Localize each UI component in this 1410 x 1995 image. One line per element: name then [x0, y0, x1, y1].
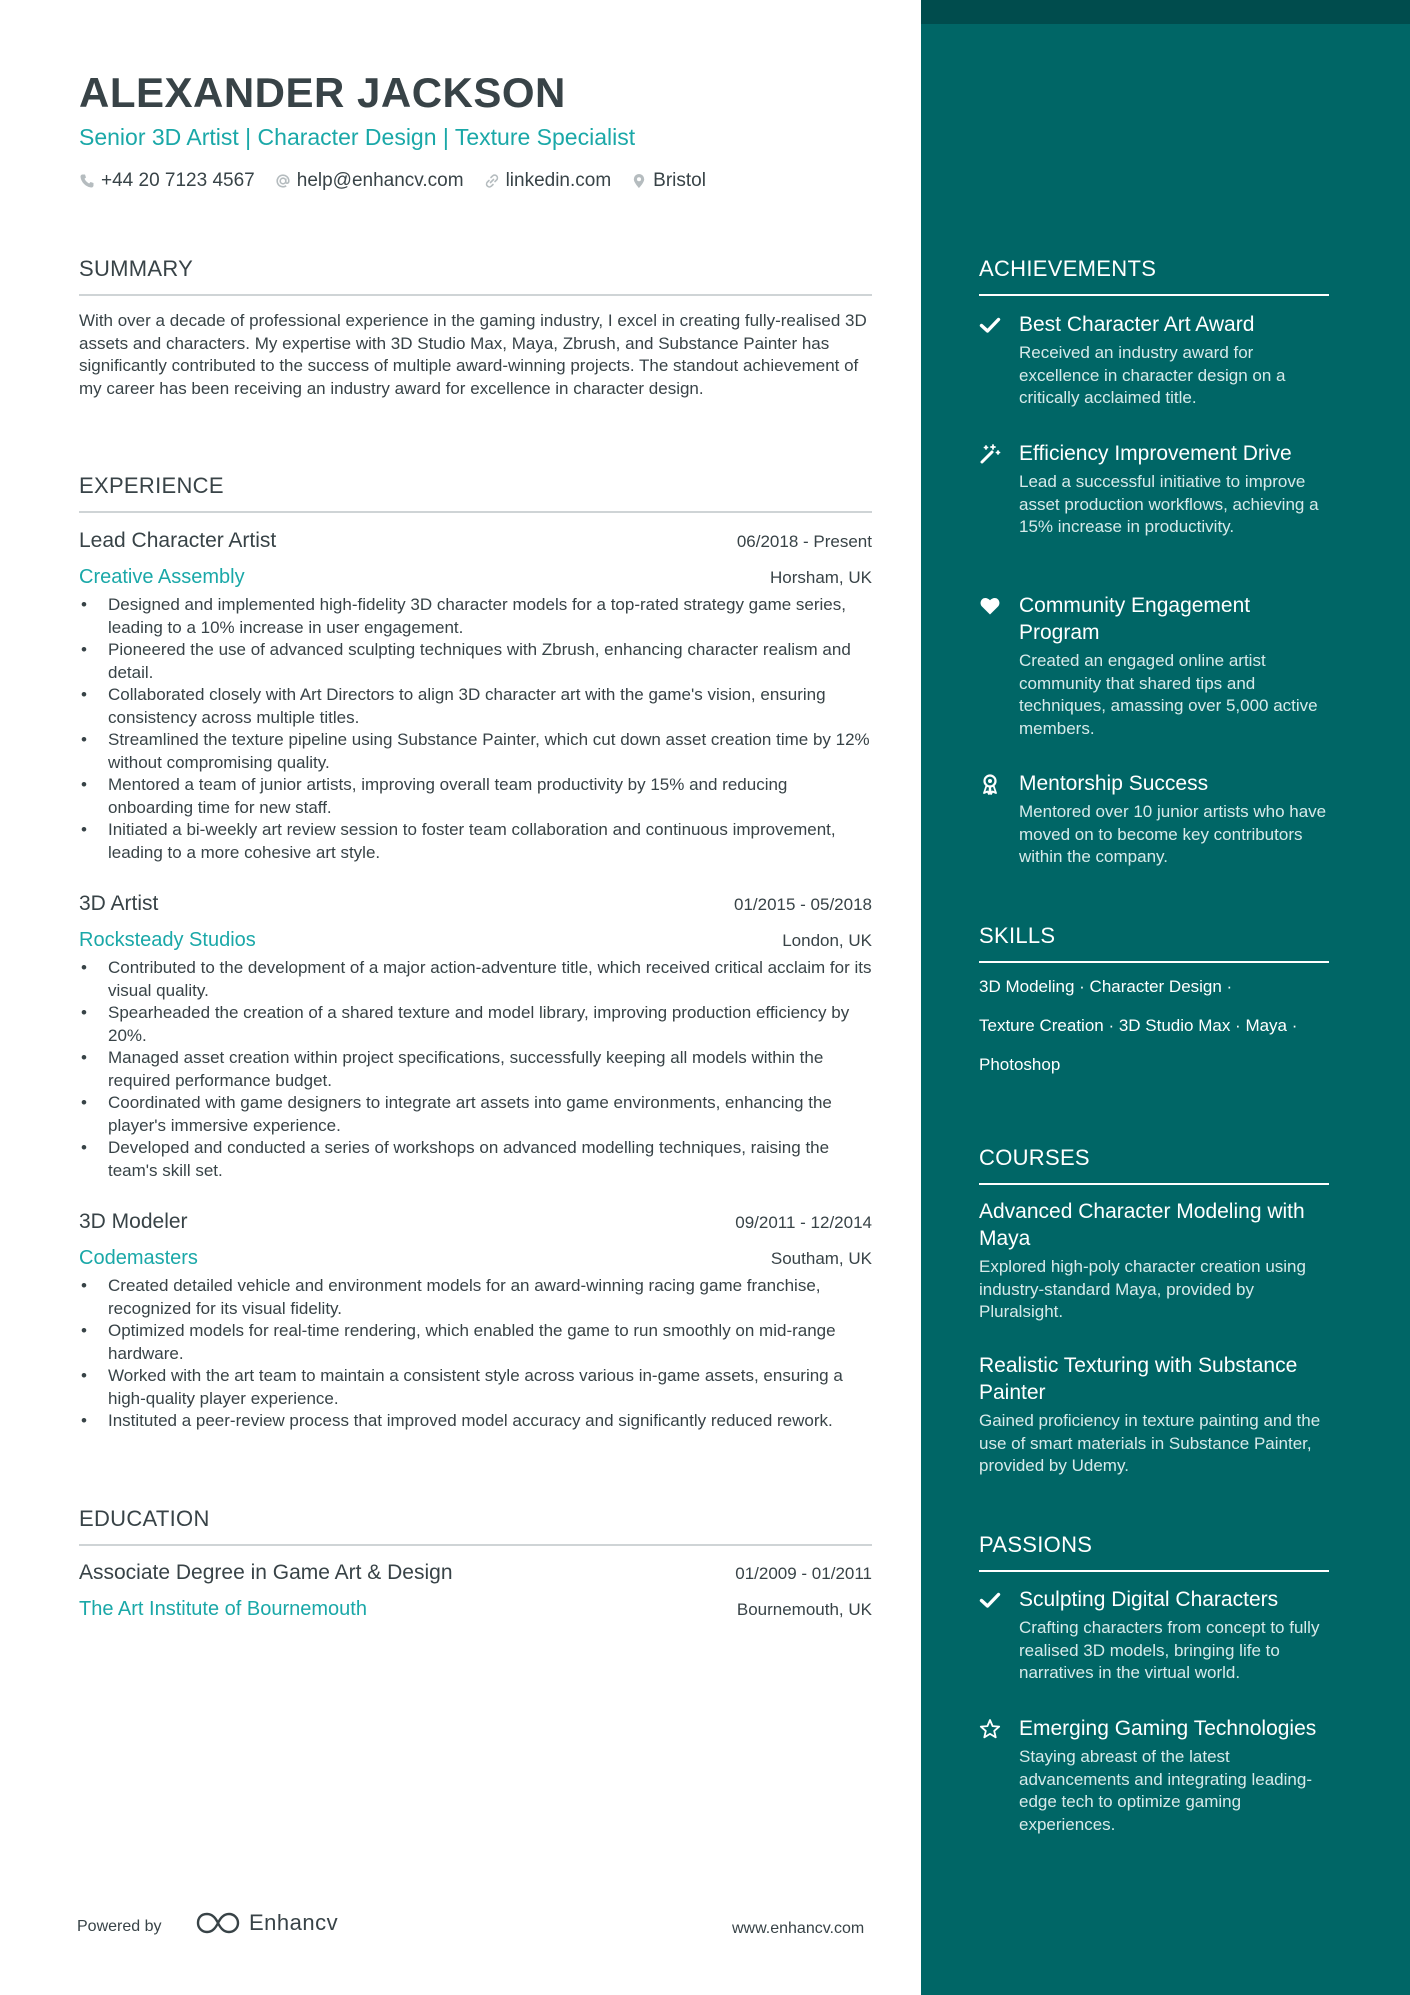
job-company: Rocksteady Studios — [79, 929, 256, 951]
contact-email[interactable] — [275, 168, 464, 194]
list-item: • Coordinated with game designers to integrate art assets into game environments, enhancing the player's immersive experience. — [79, 1092, 872, 1137]
link-icon — [484, 173, 500, 189]
experience-section — [79, 471, 872, 513]
skills-section — [979, 921, 1329, 1084]
candidate-title: Senior 3D Artist | Character Design | Texture Specialist — [79, 124, 636, 150]
skills-line: Texture Creation · 3D Studio Max · Maya · — [979, 1016, 1298, 1035]
list-item: • Developed and conducted a series of workshops on advanced modelling techniques, raising the team's skill set. — [79, 1137, 872, 1182]
heart-icon — [979, 595, 1001, 617]
skills-line: 3D Modeling · Character Design · — [979, 977, 1233, 996]
section-divider — [979, 1183, 1329, 1185]
passion-item — [979, 1586, 1329, 1685]
achievement-desc: Received an industry award for excellence in character design on a critically acclaimed title. — [1019, 343, 1286, 407]
job-bullets — [79, 1275, 872, 1433]
section-divider — [79, 1544, 872, 1546]
list-item: • Worked with the art team to maintain a consistent style across various in-game assets, ensuring a high-quality player experience. — [79, 1365, 872, 1410]
course-title: Advanced Character Modeling with Maya — [979, 1200, 1305, 1250]
job-dates: 09/2011 - 12/2014 — [735, 1213, 872, 1232]
job-dates: 01/2015 - 05/2018 — [733, 895, 872, 914]
skills-heading: SKILLS — [979, 923, 1056, 948]
summary-heading: SUMMARY — [79, 256, 194, 281]
school-name: The Art Institute of Bournemouth — [79, 1598, 367, 1620]
education-entry — [79, 1559, 872, 1624]
education-heading: EDUCATION — [79, 1506, 210, 1531]
contact-email-text: help@enhancv.com — [296, 170, 464, 191]
achievement-item — [979, 311, 1329, 410]
courses-section — [979, 1143, 1329, 1185]
candidate-name: ALEXANDER JACKSON — [79, 69, 566, 116]
course-desc: Gained proficiency in texture painting and the use of smart materials in Substance Painter, provided by Udemy. — [979, 1411, 1321, 1475]
list-item: • Streamlined the texture pipeline using Substance Painter, which cut down asset creation time by 12% without compromising quality. — [79, 729, 872, 774]
checkmark-icon — [979, 314, 1001, 336]
job-entry — [79, 1208, 872, 1433]
list-item: • Managed asset creation within project specifications, successfully keeping all models within the required performance budget. — [79, 1047, 872, 1092]
at-icon — [275, 173, 291, 189]
list-item: • Optimized models for real-time rendering, which enabled the game to run smoothly on mid-range hardware. — [79, 1320, 872, 1365]
education-dates: 01/2009 - 01/2011 — [735, 1564, 872, 1583]
skills-list — [979, 967, 1329, 1084]
education-location: Bournemouth, UK — [736, 1600, 872, 1619]
passion-desc: Staying abreast of the latest advancements and integrating leading-edge tech to optimize gaming experiences. — [1019, 1747, 1312, 1834]
courses-heading: COURSES — [979, 1145, 1090, 1170]
passion-title: Sculpting Digital Characters — [1019, 1588, 1279, 1611]
achievement-title: Community Engagement Program — [1019, 594, 1251, 644]
section-divider — [79, 294, 872, 296]
job-role: 3D Artist — [79, 892, 159, 915]
education-section — [79, 1504, 872, 1546]
achievement-item — [979, 770, 1329, 869]
achievement-title: Mentorship Success — [1019, 772, 1209, 795]
footer-brand-name: Enhancv — [249, 1910, 339, 1935]
phone-icon — [79, 173, 95, 189]
course-item — [979, 1198, 1329, 1324]
footer-url[interactable]: www.enhancv.com — [732, 1920, 865, 1937]
star-icon — [979, 1718, 1001, 1740]
section-divider — [979, 294, 1329, 296]
list-item: • Initiated a bi-weekly art review session to foster team collaboration and continuous improvement, leading to a more cohesive art style. — [79, 819, 872, 864]
job-role: 3D Modeler — [79, 1210, 188, 1233]
checkmark-icon — [979, 1589, 1001, 1611]
list-item: • Spearheaded the creation of a shared texture and model library, improving production efficiency by 20%. — [79, 1002, 872, 1047]
footer-brand-logo[interactable] — [195, 1910, 338, 1936]
job-location: Horsham, UK — [769, 568, 872, 587]
job-entry — [79, 527, 872, 864]
enhancv-logo-icon — [195, 1910, 241, 1936]
contact-bar — [79, 168, 726, 194]
degree-name: Associate Degree in Game Art & Design — [79, 1561, 453, 1584]
contact-link[interactable] — [484, 168, 612, 194]
sidebar — [921, 0, 1410, 1995]
skills-line: Photoshop — [979, 1055, 1061, 1074]
course-item — [979, 1352, 1329, 1478]
job-role: Lead Character Artist — [79, 529, 277, 552]
list-item: • Mentored a team of junior artists, improving overall team productivity by 15% and reducing onboarding time for new staff. — [79, 774, 872, 819]
achievement-title: Efficiency Improvement Drive — [1019, 442, 1292, 465]
job-bullets — [79, 957, 872, 1182]
list-item: • Instituted a peer-review process that improved model accuracy and significantly reduced rework. — [79, 1410, 872, 1433]
sidebar-top-band — [921, 0, 1410, 24]
contact-location-text: Bristol — [653, 170, 706, 191]
footer-powered-by: Powered by — [77, 1918, 162, 1935]
contact-phone-text: +44 20 7123 4567 — [101, 170, 255, 191]
list-item: • Contributed to the development of a major action-adventure title, which received critical acclaim for its visual quality. — [79, 957, 872, 1002]
passion-desc: Crafting characters from concept to fully realised 3D models, bringing life to narratives in the virtual world. — [1019, 1618, 1320, 1682]
job-bullets — [79, 594, 872, 864]
list-item: • Pioneered the use of advanced sculpting techniques with Zbrush, enhancing character realism and detail. — [79, 639, 872, 684]
award-ribbon-icon — [979, 773, 1001, 795]
summary-text: With over a decade of professional experience in the gaming industry, I excel in creating fully-realised 3D assets and characters. My expertise with 3D Studio Max, Maya, Zbrush, and Substance Painter has significantly contributed to the success of multiple award-winning projects. The standout achievement of my career has been receiving an industry award for excellence in character design. — [79, 311, 867, 398]
achievement-desc: Lead a successful initiative to improve asset production workflows, achieving a 15% increase in productivity. — [1019, 472, 1319, 536]
job-dates: 06/2018 - Present — [736, 532, 872, 551]
list-item: • Created detailed vehicle and environment models for an award-winning racing game franchise, recognized for its visual fidelity. — [79, 1275, 872, 1320]
passion-title: Emerging Gaming Technologies — [1019, 1717, 1317, 1740]
summary-section — [79, 254, 872, 400]
section-divider — [979, 961, 1329, 963]
course-desc: Explored high-poly character creation using industry-standard Maya, provided by Pluralsight. — [979, 1257, 1306, 1321]
contact-location — [631, 168, 706, 194]
contact-phone — [79, 168, 255, 194]
magic-wand-icon — [979, 443, 1001, 465]
job-location: Southam, UK — [770, 1249, 872, 1268]
course-title: Realistic Texturing with Substance Painter — [979, 1354, 1298, 1404]
achievement-item — [979, 440, 1329, 539]
achievements-heading: ACHIEVEMENTS — [979, 256, 1157, 281]
experience-heading: EXPERIENCE — [79, 473, 224, 498]
achievement-title: Best Character Art Award — [1019, 313, 1255, 336]
location-pin-icon — [631, 173, 647, 189]
achievement-desc: Mentored over 10 junior artists who have moved on to become key contributors within the company. — [1019, 802, 1327, 866]
section-divider — [79, 511, 872, 513]
job-company: Creative Assembly — [79, 566, 245, 588]
achievement-item — [979, 592, 1329, 740]
job-company: Codemasters — [79, 1247, 198, 1269]
list-item: • Collaborated closely with Art Directors to align 3D character art with the game's vision, ensuring consistency across multiple titles. — [79, 684, 872, 729]
achievements-section — [979, 254, 1329, 296]
list-item: • Designed and implemented high-fidelity 3D character models for a top-rated strategy game series, leading to a 10% increase in user engagement. — [79, 594, 872, 639]
passion-item — [979, 1715, 1329, 1836]
job-entry — [79, 890, 872, 1182]
achievement-desc: Created an engaged online artist community that shared tips and techniques, amassing over 5,000 active members. — [1019, 651, 1318, 738]
passions-heading: PASSIONS — [979, 1532, 1093, 1557]
contact-link-text: linkedin.com — [505, 170, 612, 191]
section-divider — [979, 1570, 1329, 1572]
job-location: London, UK — [782, 931, 872, 950]
passions-section — [979, 1530, 1329, 1572]
